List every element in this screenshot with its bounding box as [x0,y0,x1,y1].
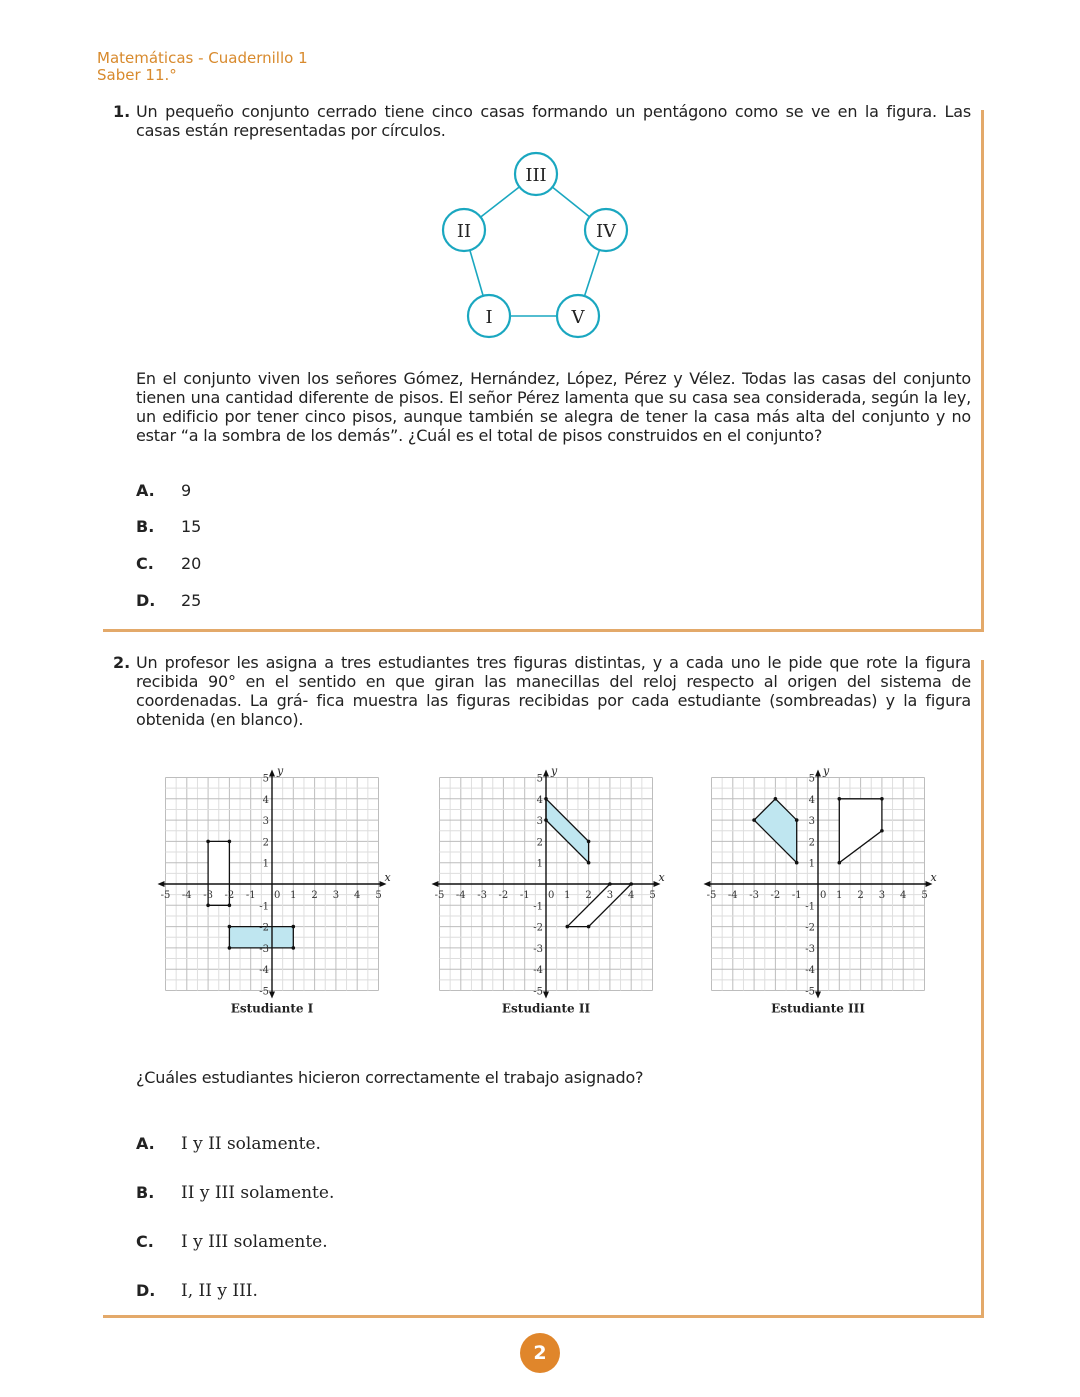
x-tick-label: 2 [585,890,592,901]
y-tick-label: -5 [259,986,269,998]
y-tick-label: 4 [262,794,269,806]
x-tick-label: -1 [791,890,802,901]
y-tick-label: 2 [808,837,815,849]
x-axis-arrow [704,881,711,887]
x-axis-label: x [384,871,391,884]
x-axis-arrow [158,881,165,887]
vertex-point [587,861,591,865]
option-letter: B. [136,517,155,536]
option-text: I y III solamente. [181,1232,328,1252]
option-letter: B. [136,1183,155,1202]
x-tick-label: -3 [749,890,759,901]
y-tick-label: 1 [808,858,815,870]
graph-student-1 [160,764,395,1024]
option-text: 9 [181,481,192,500]
x-axis-label: x [930,871,937,884]
y-tick-label: -4 [805,965,815,977]
y-tick-label: 3 [536,816,543,828]
y-tick-label: -4 [533,965,543,977]
option-letter: C. [136,554,154,573]
option-b[interactable] [136,1183,334,1203]
graph-caption: Estudiante I [230,1001,314,1016]
x-tick-label: -4 [455,890,466,901]
y-tick-label: 3 [262,816,269,828]
graph-caption: Estudiante III [771,1001,865,1016]
vertex-point [880,829,884,833]
x-tick-label: 1 [290,890,297,901]
y-tick-label: -1 [533,901,543,913]
origin-label: 0 [820,890,827,901]
x-tick-label: 3 [332,890,340,901]
vertex-point [838,861,842,865]
y-tick-label: -2 [259,922,269,934]
x-tick-label: -2 [770,890,781,901]
vertex-point [795,861,799,865]
y-tick-label: -3 [805,943,815,955]
vertex-point [206,904,210,908]
house-label: III [525,165,547,186]
question-ask: ¿Cuáles estudiantes hicieron correctamente el trabajo asignado? [136,1068,644,1087]
y-tick-label: 1 [536,858,543,870]
house-label: IV [595,221,617,242]
x-tick-label: 4 [354,890,361,901]
vertex-point [880,797,884,801]
graph-caption: Estudiante II [501,1001,591,1016]
y-axis-label: y [823,764,830,778]
y-tick-label: 5 [536,773,543,785]
x-tick-label: -3 [477,890,487,901]
house-label: I [485,307,493,328]
vertex-point [292,925,296,929]
option-c[interactable] [136,554,201,573]
x-tick-label: -1 [245,890,256,901]
x-tick-label: 1 [564,890,571,901]
y-tick-label: -3 [533,943,543,955]
vertex-point [774,797,778,801]
option-text: 15 [181,517,202,536]
y-tick-label: -2 [805,922,815,934]
x-axis-arrow [432,881,439,887]
y-axis-arrow [543,770,549,777]
y-tick-label: 2 [536,837,543,849]
option-letter: D. [136,591,156,610]
option-text: I, II y III. [181,1281,258,1301]
y-tick-label: -5 [533,986,543,998]
question-prompt: Un profesor les asigna a tres estudiantes tres figuras distintas, y a cada uno le pide que rote la figura recibida 90° en el sentido en que giran las manecillas del reloj respecto al origen del sistema de coordenadas. La grá- fica muestra las figuras recibidas por cada estudiante (sombreadas) y la figura obtenida (en blanco). [136,653,971,729]
origin-label: 0 [548,890,555,901]
option-b[interactable] [136,517,201,536]
origin-label: 0 [274,890,281,901]
x-tick-label: 5 [921,890,928,901]
question-prompt: Un pequeño conjunto cerrado tiene cinco casas formando un pentágono como se ve en la figura. Las casas están representadas por círculos. [136,102,971,140]
x-tick-label: 5 [375,890,382,901]
vertex-point [206,840,210,844]
vertex-point [587,840,591,844]
y-tick-label: -2 [533,922,543,934]
option-a[interactable] [136,481,191,500]
header-grade: Saber 11.° [97,66,177,84]
option-letter: C. [136,1232,154,1251]
y-tick-label: 1 [262,858,269,870]
page-header [97,50,308,84]
house-label: II [456,221,472,242]
y-tick-label: 5 [262,773,269,785]
vertex-point [228,840,232,844]
vertex-point [228,904,232,908]
vertex-point [228,925,232,929]
header-subject: Matemáticas - Cuadernillo 1 [97,49,308,67]
y-tick-label: -1 [805,901,815,913]
option-text: II y III solamente. [181,1183,335,1203]
option-text: 20 [181,554,202,573]
option-letter: A. [136,1134,155,1153]
y-tick-label: 4 [808,794,815,806]
x-tick-label: -3 [203,890,213,901]
y-tick-label: -1 [259,901,269,913]
house-label: V [571,307,585,328]
x-axis-label: x [658,871,665,884]
y-axis-arrow [815,770,821,777]
option-d[interactable] [136,591,201,610]
x-tick-label: 3 [606,890,614,901]
vertex-point [838,797,842,801]
option-letter: D. [136,1281,156,1300]
question-1 [103,102,984,632]
x-tick-label: -5 [160,890,171,901]
graph-student-3 [706,764,941,1024]
x-tick-label: 4 [628,890,635,901]
y-axis-arrow [269,992,275,999]
y-tick-label: 3 [808,816,815,828]
x-tick-label: 3 [878,890,886,901]
y-axis-arrow [815,992,821,999]
x-tick-label: -2 [498,890,509,901]
option-text: I y II solamente. [181,1134,321,1154]
option-c[interactable] [136,1232,328,1252]
vertex-point [228,946,232,950]
option-letter: A. [136,481,155,500]
pentagon-diagram [433,152,633,342]
x-tick-label: 2 [857,890,864,901]
x-tick-label: -4 [181,890,192,901]
x-tick-label: 1 [836,890,843,901]
y-axis-arrow [543,992,549,999]
question-2 [103,653,984,1318]
vertex-point [566,925,570,929]
option-a[interactable] [136,1134,321,1154]
option-text: 25 [181,591,202,610]
vertex-point [752,818,756,822]
x-tick-label: -2 [224,890,235,901]
x-tick-label: -5 [706,890,717,901]
y-tick-label: -4 [259,965,269,977]
vertex-point [795,818,799,822]
y-tick-label: 4 [536,794,543,806]
x-tick-label: -1 [519,890,530,901]
vertex-point [587,925,591,929]
question-number: 2. [113,653,131,672]
page-number: 2 [520,1333,560,1373]
question-body: En el conjunto viven los señores Gómez, Hernández, López, Pérez y Vélez. Todas las casas del conjunto tienen una cantidad diferente de pisos. El señor Pérez lamenta que su casa sea considerada, según la ley, un edificio por tener cinco pisos, aunque también se alegra de tener la casa más alta del conjunto y no estar “a la sombra de los demás”. ¿Cuál es el total de pisos construidos en el conjunto? [136,369,971,445]
y-tick-label: 5 [808,773,815,785]
x-tick-label: 2 [311,890,318,901]
x-tick-label: 4 [900,890,907,901]
y-tick-label: 2 [262,837,269,849]
y-tick-label: -3 [259,943,269,955]
x-tick-label: -5 [434,890,445,901]
graph-student-2 [434,764,669,1024]
y-axis-label: y [277,764,284,778]
vertex-point [292,946,296,950]
x-tick-label: 5 [649,890,656,901]
option-d[interactable] [136,1281,258,1301]
x-tick-label: -4 [727,890,738,901]
question-number: 1. [113,102,131,121]
y-axis-arrow [269,770,275,777]
y-tick-label: -5 [805,986,815,998]
y-axis-label: y [551,764,558,778]
